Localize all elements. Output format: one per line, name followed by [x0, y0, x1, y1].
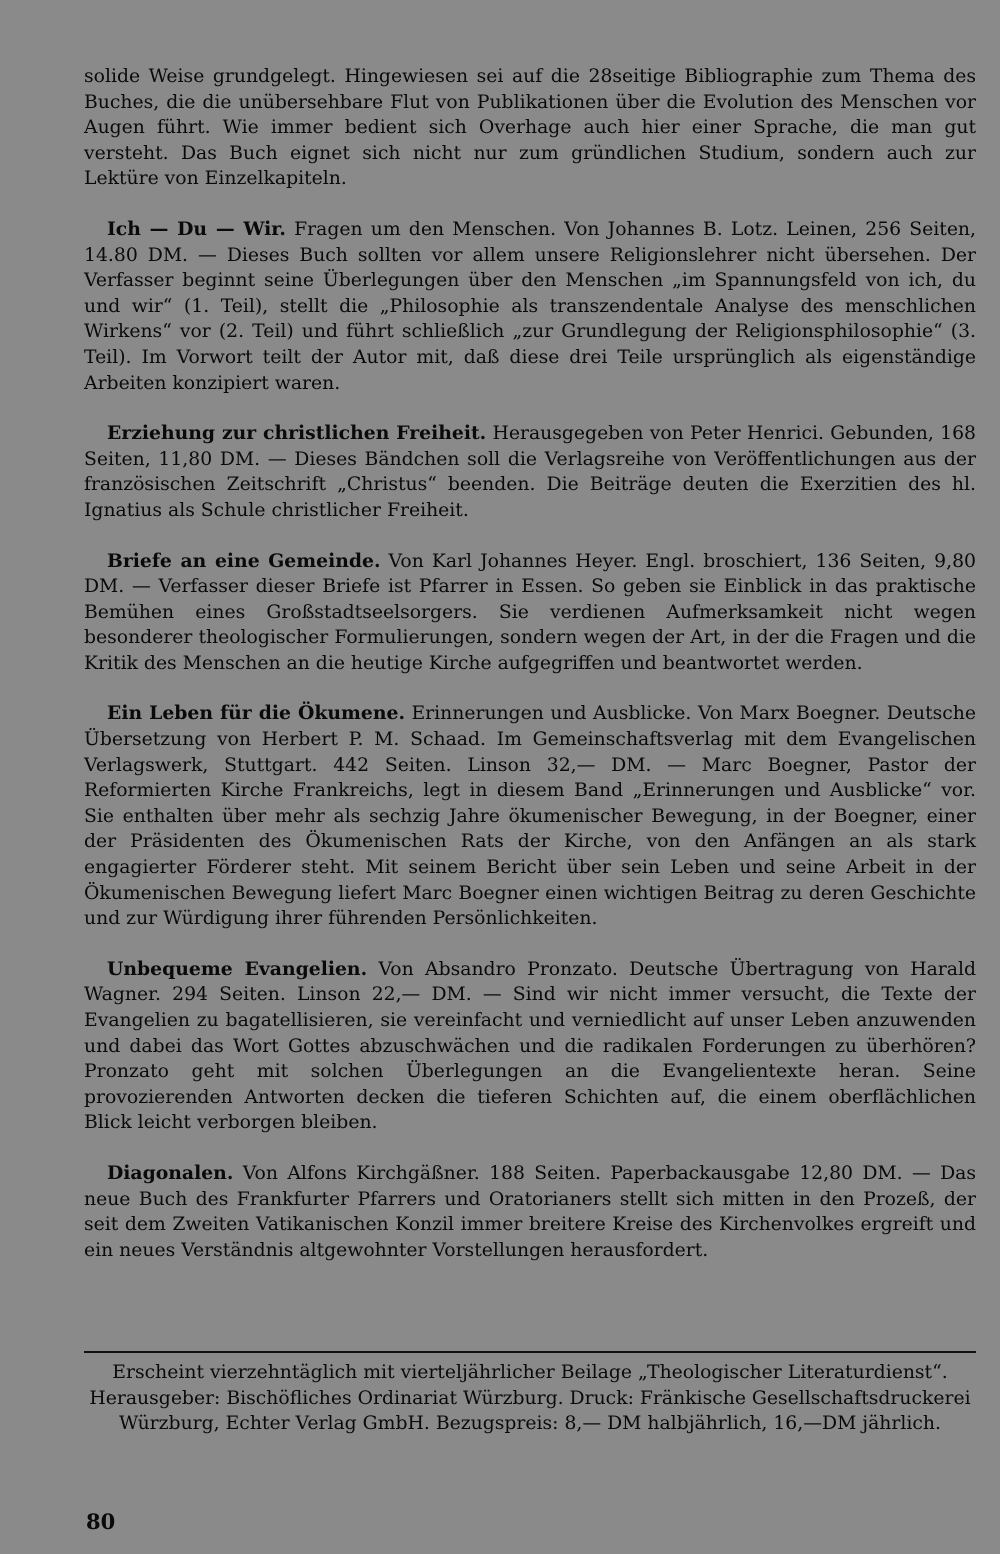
- review-entry: [84, 1161, 976, 1263]
- review-entry: [84, 217, 976, 396]
- review-title: Erziehung zur christlichen Freiheit.: [107, 422, 487, 445]
- review-body: Fragen um den Menschen. Von Johannes B. Lotz. Leinen, 256 Seiten, 14.80 DM. — Dieses Buch sollten vor allem unsere Religionslehrer nicht übersehen. Der Verfasser beginnt seine Überlegungen über den Menschen „im Spannungsfeld von ich, du und wir“ (1. Teil), stellt die „Philosophie als transzendentale Analyse des menschlichen Wirkens“ vor (2. Teil) und führt schließlich „zur Grundlegung der Religionsphilosophie“ (3. Teil). Im Vorwort teilt der Autor mit, daß diese drei Teile ursprünglich als eigenständige Arbeiten konzipiert waren.: [84, 218, 976, 394]
- review-entry: [84, 549, 976, 677]
- review-entry: [84, 701, 976, 931]
- page-number: 80: [86, 1509, 116, 1534]
- intro-paragraph: solide Weise grundgelegt. Hingewiesen sei auf die 28seitige Bibliographie zum Thema des Buches, die die unübersehbare Flut von Publikationen über die Evolution des Menschen vor Augen führt. Wie immer bedient sich Overhage auch hier einer Sprache, die man gut versteht. Das Buch eignet sich nicht nur zum gründlichen Studium, sondern auch zur Lektüre von Einzelkapiteln.: [84, 66, 976, 190]
- review-body: Von Karl Johannes Heyer. Engl. broschiert, 136 Seiten, 9,80 DM. — Verfasser dieser Briefe ist Pfarrer in Essen. So geben sie Einblick in das praktische Bemühen eines Großstadtseelsorgers. Sie verdienen Aufmerksamkeit nicht wegen besonderer theologischer Formulierungen, sondern wegen der Art, in der die Fragen und die Kritik des Menschen an die heutige Kirche aufgegriffen und beantwortet werden.: [84, 550, 976, 674]
- review-body: Erinnerungen und Ausblicke. Von Marx Boegner. Deutsche Übersetzung von Herbert P. M. Schaad. Im Gemeinschaftsverlag mit dem Evangelischen Verlagswerk, Stuttgart. 442 Seiten. Linson 32,— DM. — Marc Boegner, Pastor der Reformierten Kirche Frankreichs, legt in diesem Band „Erinnerungen und Ausblicke“ vor. Sie enthalten über mehr als sechzig Jahre ökumenischer Bewegung, in der Boegner, einer der Präsidenten des Ökumenischen Rats der Kirche, von den Anfängen an als stark engagierter Förderer steht. Mit seinem Bericht über sein Leben und seine Arbeit in der Ökumenischen Bewegung liefert Marc Boegner einen wichtigen Beitrag zu deren Geschichte und zur Würdigung ihrer führenden Persönlichkeiten.: [84, 703, 976, 930]
- footer-divider: [84, 1351, 976, 1353]
- review-title: Ein Leben für die Ökumene.: [107, 702, 405, 725]
- review-body: Von Absandro Pronzato. Deutsche Übertragung von Harald Wagner. 294 Seiten. Linson 22,— DM. — Sind wir nicht immer versucht, die Texte der Evangelien zu bagatellisieren, sie vereinfacht und verniedlicht auf unser Leben anzuwenden und dabei das Wort Gottes abzuschwächen und die radikalen Forderungen zu überhören? Pronzato geht mit solchen Überlegungen an die Evangelientexte heran. Seine provozierenden Antworten decken die tieferen Schichten auf, die einem oberflächlichen Blick leicht verborgen bleiben.: [84, 958, 976, 1134]
- review-entry: [84, 421, 976, 523]
- review-body: Herausgegeben von Peter Henrici. Gebunden, 168 Seiten, 11,80 DM. — Dieses Bändchen soll die Verlagsreihe von Veröffentlichungen aus der französischen Zeitschrift „Christus“ beenden. Die Beiträge deuten die Exerzitien des hl. Ignatius als Schule christlicher Freiheit.: [84, 423, 976, 521]
- review-entry: [84, 957, 976, 1136]
- review-title: Unbequeme Evangelien.: [107, 957, 368, 980]
- page-body: [84, 64, 976, 1263]
- review-title: Diagonalen.: [107, 1161, 234, 1184]
- review-body: Von Alfons Kirchgäßner. 188 Seiten. Paperbackausgabe 12,80 DM. — Das neue Buch des Frankfurter Pfarrers und Oratorianers stellt sich mitten in den Prozeß, der seit dem Zweiten Vatikanischen Konzil immer breitere Kreise des Kirchenvolkes ergreift und ein neues Verständnis altgewohnter Vorstellungen herausfordert.: [84, 1162, 976, 1261]
- review-title: Ich — Du — Wir.: [107, 217, 286, 240]
- colophon: Erscheint vierzehntäglich mit vierteljährlicher Beilage „Theologischer Literaturdienst“. Herausgeber: Bischöfliches Ordinariat Würzburg. Druck: Fränkische Gesellschaftsdruckerei Würzburg, Echter Verlag GmbH. Bezugspreis: 8,— DM halbjährlich, 16,—DM jährlich.: [89, 1362, 971, 1435]
- review-title: Briefe an eine Gemeinde.: [107, 549, 381, 572]
